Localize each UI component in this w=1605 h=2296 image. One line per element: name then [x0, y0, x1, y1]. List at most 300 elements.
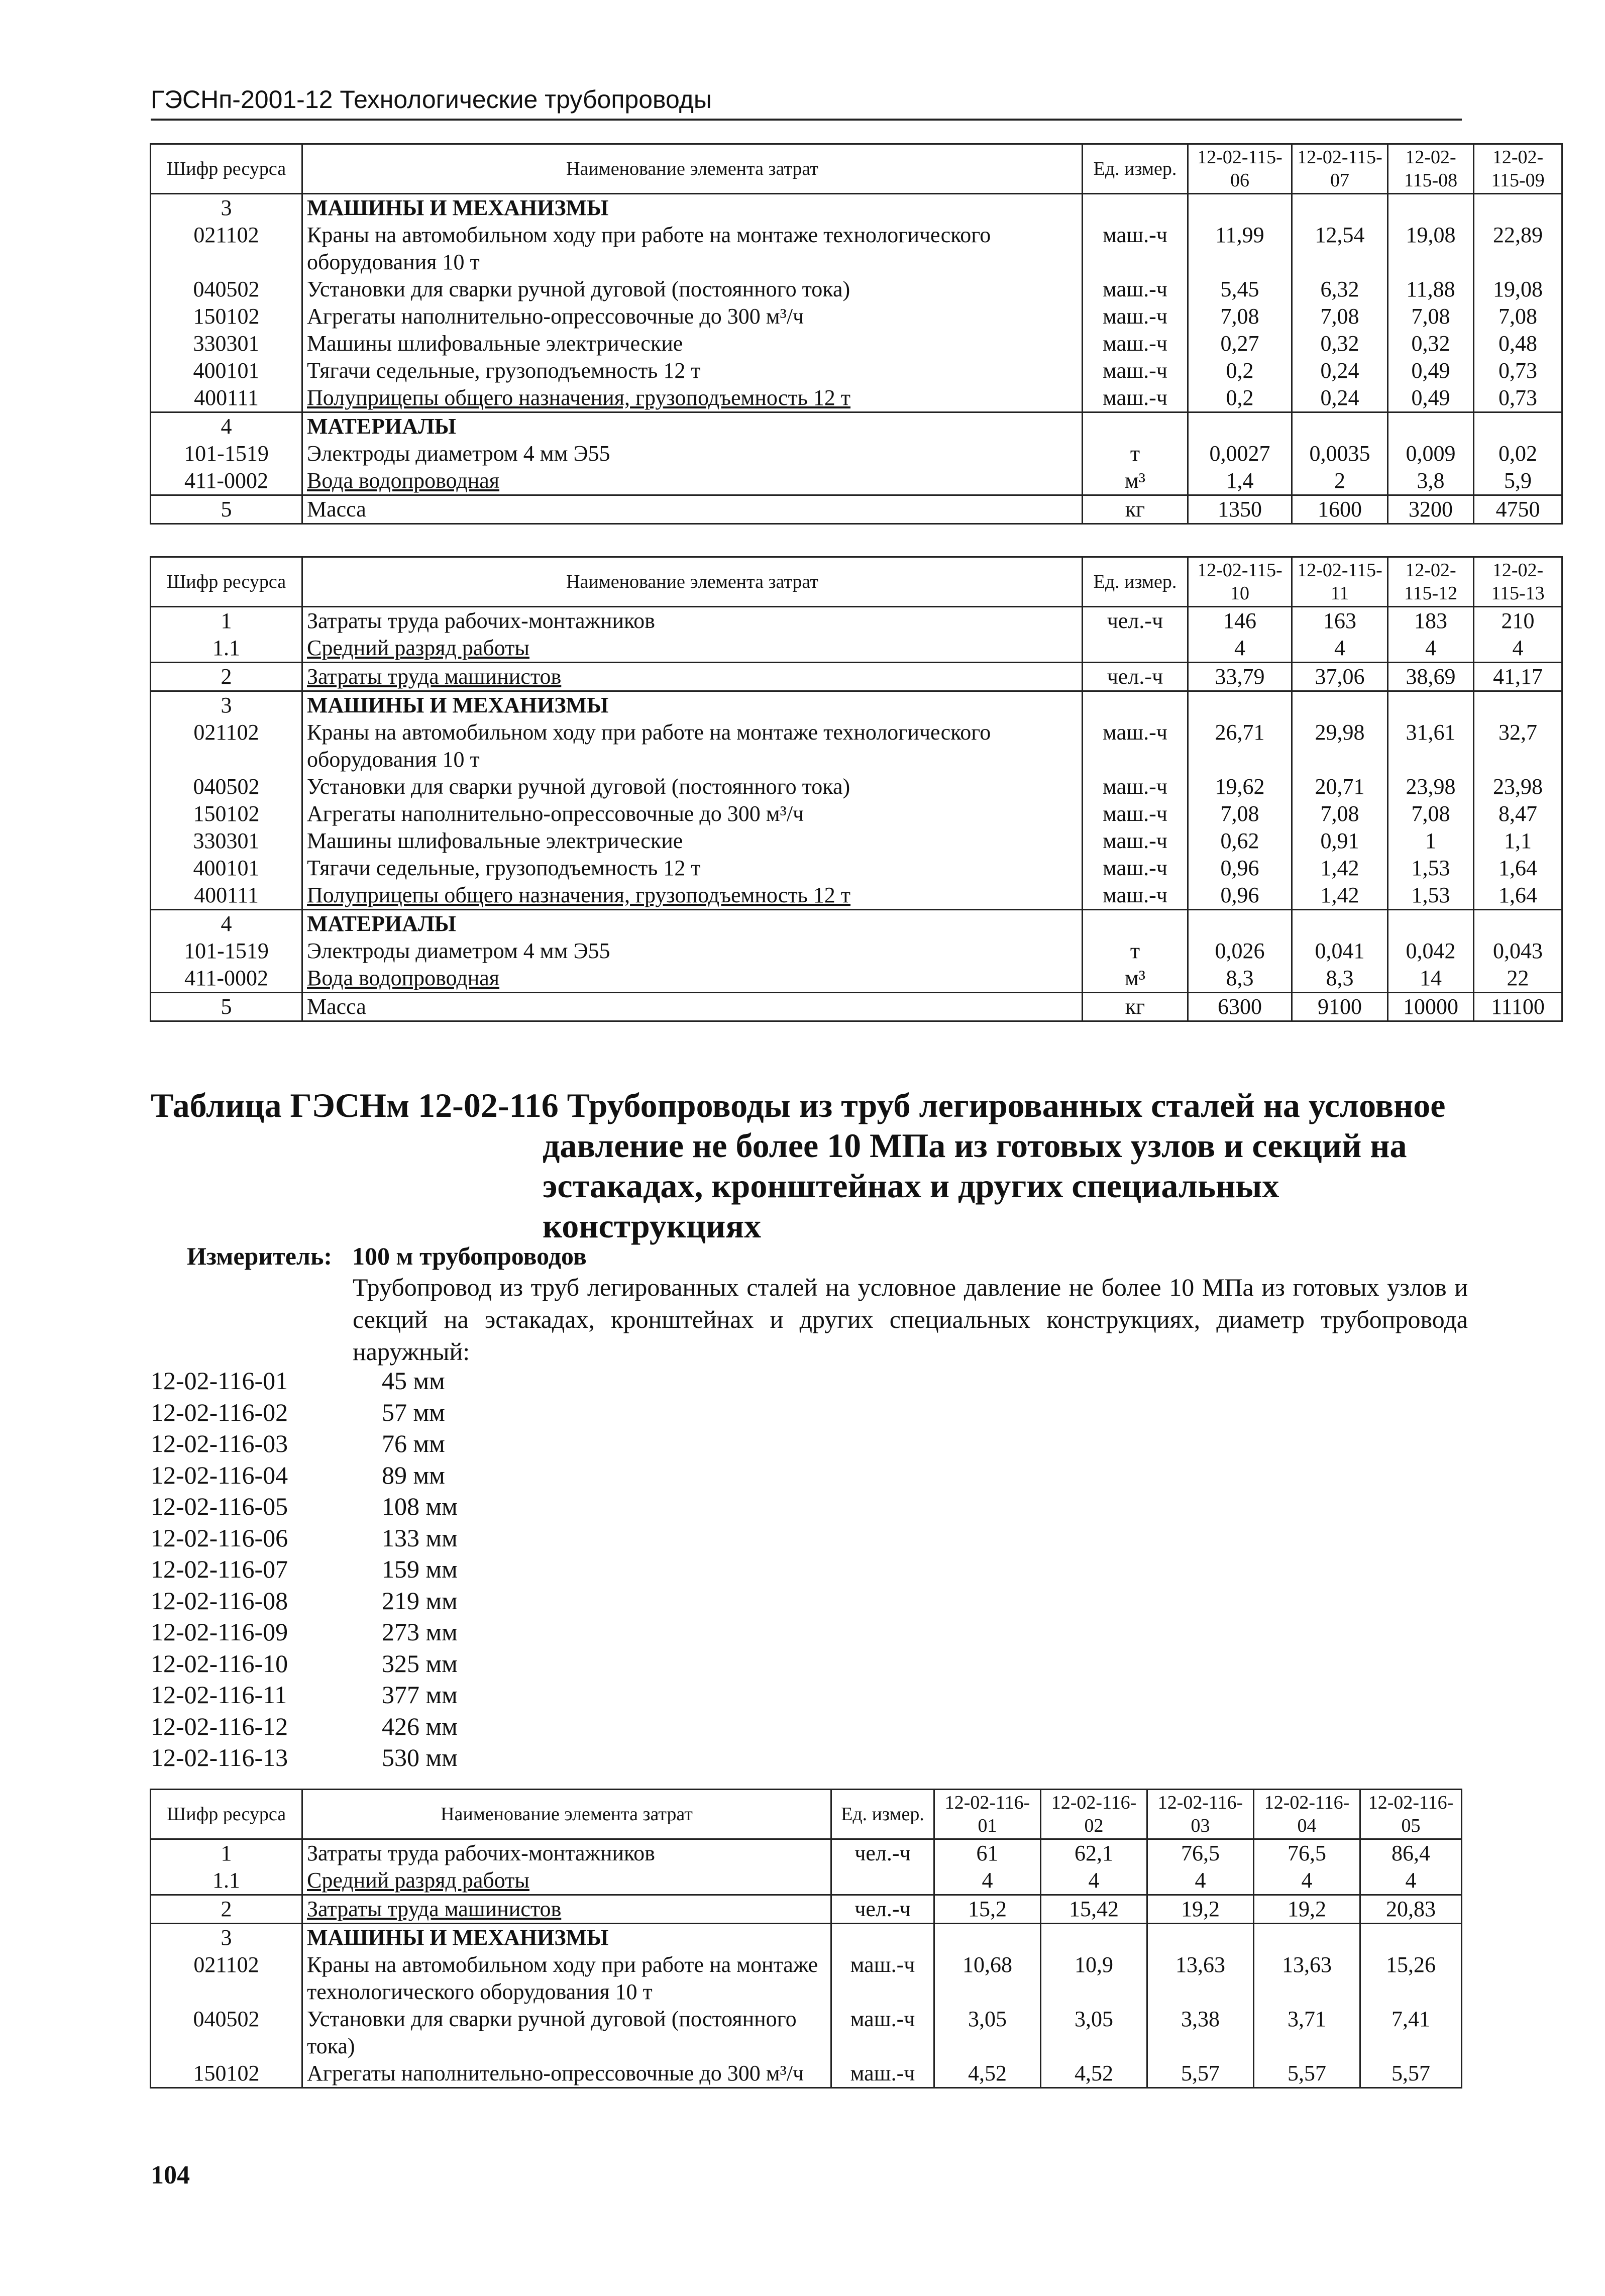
measure-unit-value: 100 м трубопроводов	[352, 1242, 587, 1270]
table-row	[151, 800, 1562, 827]
resource-code: 400111	[151, 882, 302, 910]
value-cell: 15,2	[934, 1895, 1041, 1924]
value-cell: 7,41	[1360, 2006, 1462, 2060]
column-header-norm: 12-02-116-04	[1254, 1790, 1360, 1839]
table-header-row	[151, 557, 1562, 607]
table-row	[151, 1867, 1462, 1895]
list-item	[151, 1585, 458, 1617]
unit-cell	[831, 1924, 934, 1952]
value-cell: 0,042	[1388, 937, 1474, 965]
norm-code: 12-02-116-09	[151, 1618, 288, 1646]
list-item	[151, 1616, 458, 1648]
list-item	[151, 1648, 458, 1680]
cost-element-name: Установки для сварки ручной дуговой (постоянного тока)	[302, 773, 1083, 800]
value-cell	[1388, 412, 1474, 441]
value-cell: 0,02	[1474, 440, 1562, 467]
list-item	[151, 1491, 458, 1522]
value-cell: 4	[1292, 635, 1388, 663]
work-description: Трубопровод из труб легированных сталей на условное давление не более 10 МПа из готовых узлов и секций на эстакадах, кронштейнах и других специальных конструкциях, диаметр трубопровода наружный:	[353, 1273, 1468, 1366]
resource-code: 040502	[151, 276, 302, 303]
list-item	[151, 1679, 458, 1711]
pipe-diameter: 219 мм	[382, 1586, 458, 1615]
resource-code: 4	[151, 910, 302, 938]
pipe-diameter: 325 мм	[382, 1649, 458, 1678]
value-cell	[1388, 691, 1474, 719]
value-cell: 20,71	[1292, 773, 1388, 800]
value-cell: 8,3	[1188, 965, 1292, 993]
value-cell: 4	[1388, 635, 1474, 663]
column-header-norm: 12-02-115-13	[1474, 557, 1562, 607]
cost-element-name: Краны на автомобильном ходу при работе на монтаже технологического оборудования 10 т	[302, 719, 1083, 773]
column-header-code: Шифр ресурса	[151, 557, 302, 607]
value-cell: 20,83	[1360, 1895, 1462, 1924]
unit-cell: маш.-ч	[831, 1951, 934, 2006]
value-cell: 15,42	[1041, 1895, 1147, 1924]
value-cell: 3,71	[1254, 2006, 1360, 2060]
value-cell	[1474, 910, 1562, 938]
value-cell: 1600	[1292, 495, 1388, 524]
norm-code: 12-02-116-12	[151, 1712, 288, 1740]
running-header: ГЭСНп-2001-12 Технологические трубопроводы	[151, 84, 1462, 121]
table-row	[151, 495, 1562, 524]
value-cell: 22	[1474, 965, 1562, 993]
value-cell: 5,45	[1188, 276, 1292, 303]
pipe-diameter: 57 мм	[382, 1398, 445, 1426]
value-cell: 7,08	[1388, 800, 1474, 827]
column-header-norm: 12-02-115-09	[1474, 144, 1562, 194]
column-header-norm: 12-02-115-06	[1188, 144, 1292, 194]
cost-element-name: МАШИНЫ И МЕХАНИЗМЫ	[302, 1924, 831, 1952]
value-cell: 0,2	[1188, 384, 1292, 412]
unit-cell: кг	[1083, 993, 1188, 1021]
cost-element-name: Тягачи седельные, грузоподъемность 12 т	[302, 855, 1083, 882]
value-cell: 33,79	[1188, 663, 1292, 691]
table-title	[151, 1085, 1462, 1246]
cost-element-name: Масса	[302, 993, 1083, 1021]
value-cell: 23,98	[1474, 773, 1562, 800]
unit-cell	[1083, 691, 1188, 719]
table-row	[151, 194, 1562, 222]
value-cell: 0,96	[1188, 882, 1292, 910]
unit-cell: маш.-ч	[1083, 827, 1188, 855]
value-cell	[1254, 1924, 1360, 1952]
cost-element-name: Машины шлифовальные электрические	[302, 827, 1083, 855]
cost-element-name: Краны на автомобильном ходу при работе на монтаже технологического оборудования 10 т	[302, 222, 1083, 276]
value-cell: 0,48	[1474, 330, 1562, 357]
value-cell: 6300	[1188, 993, 1292, 1021]
table-row	[151, 440, 1562, 467]
value-cell	[1292, 194, 1388, 222]
cost-element-name: Установки для сварки ручной дуговой (постоянного тока)	[302, 276, 1083, 303]
resource-code: 150102	[151, 303, 302, 330]
value-cell: 23,98	[1388, 773, 1474, 800]
unit-cell: маш.-ч	[831, 2060, 934, 2088]
value-cell: 3,8	[1388, 467, 1474, 495]
table-row	[151, 357, 1562, 384]
pipe-diameter: 76 мм	[382, 1429, 445, 1457]
value-cell: 163	[1292, 607, 1388, 635]
value-cell: 1,53	[1388, 855, 1474, 882]
cost-element-name: Затраты труда рабочих-монтажников	[302, 1839, 831, 1867]
pipe-diameter: 530 мм	[382, 1743, 458, 1771]
unit-cell: чел.-ч	[1083, 607, 1188, 635]
cost-element-name: МАШИНЫ И МЕХАНИЗМЫ	[302, 194, 1083, 222]
value-cell: 62,1	[1041, 1839, 1147, 1867]
list-item	[151, 1553, 458, 1585]
value-cell: 15,26	[1360, 1951, 1462, 2006]
value-cell: 0,009	[1388, 440, 1474, 467]
table-row	[151, 719, 1562, 773]
column-header-code: Шифр ресурса	[151, 1790, 302, 1839]
value-cell: 19,2	[1147, 1895, 1254, 1924]
norm-table-116-01-05	[150, 1789, 1462, 2089]
norm-code: 12-02-116-03	[151, 1429, 288, 1457]
table-row	[151, 2006, 1462, 2060]
resource-code: 2	[151, 1895, 302, 1924]
table-row	[151, 1895, 1462, 1924]
resource-code: 3	[151, 1924, 302, 1952]
resource-code: 021102	[151, 719, 302, 773]
value-cell	[934, 1924, 1041, 1952]
value-cell: 0,62	[1188, 827, 1292, 855]
table-header-row	[151, 1790, 1462, 1839]
value-cell: 10,68	[934, 1951, 1041, 2006]
table-row	[151, 937, 1562, 965]
value-cell: 7,08	[1292, 303, 1388, 330]
value-cell	[1388, 194, 1474, 222]
value-cell: 0,24	[1292, 384, 1388, 412]
unit-cell	[1083, 194, 1188, 222]
value-cell: 11,88	[1388, 276, 1474, 303]
column-header-norm: 12-02-115-08	[1388, 144, 1474, 194]
value-cell: 0,0027	[1188, 440, 1292, 467]
table-row	[151, 1924, 1462, 1952]
value-cell: 4	[934, 1867, 1041, 1895]
unit-cell: маш.-ч	[1083, 800, 1188, 827]
value-cell	[1292, 412, 1388, 441]
value-cell: 1,53	[1388, 882, 1474, 910]
unit-cell: т	[1083, 440, 1188, 467]
value-cell: 3,05	[934, 2006, 1041, 2060]
resource-code: 330301	[151, 330, 302, 357]
cost-element-name: МАШИНЫ И МЕХАНИЗМЫ	[302, 691, 1083, 719]
value-cell	[1360, 1924, 1462, 1952]
resource-code: 3	[151, 194, 302, 222]
unit-cell: маш.-ч	[1083, 882, 1188, 910]
value-cell: 1,64	[1474, 882, 1562, 910]
cost-element-name: Агрегаты наполнительно-опрессовочные до 300 м³/ч	[302, 2060, 831, 2088]
column-header-norm: 12-02-116-02	[1041, 1790, 1147, 1839]
value-cell: 76,5	[1254, 1839, 1360, 1867]
table-row	[151, 384, 1562, 412]
norm-code: 12-02-116-08	[151, 1586, 288, 1615]
table-title-line1: Таблица ГЭСНм 12-02-116 Трубопроводы из труб легированных сталей на условное	[151, 1086, 1446, 1124]
value-cell: 0,32	[1388, 330, 1474, 357]
resource-code: 040502	[151, 773, 302, 800]
cost-element-name: МАТЕРИАЛЫ	[302, 412, 1083, 441]
cost-element-name: Затраты труда машинистов	[302, 663, 1083, 691]
norm-code: 12-02-116-01	[151, 1367, 288, 1395]
table-row	[151, 330, 1562, 357]
value-cell: 8,47	[1474, 800, 1562, 827]
resource-code: 5	[151, 993, 302, 1021]
value-cell: 4	[1188, 635, 1292, 663]
resource-code: 040502	[151, 2006, 302, 2060]
value-cell: 4	[1254, 1867, 1360, 1895]
value-cell: 146	[1188, 607, 1292, 635]
value-cell: 9100	[1292, 993, 1388, 1021]
unit-cell	[1083, 635, 1188, 663]
resource-code: 411-0002	[151, 965, 302, 993]
unit-cell: чел.-ч	[831, 1895, 934, 1924]
value-cell: 5,57	[1360, 2060, 1462, 2088]
page-number: 104	[151, 2161, 190, 2189]
cost-element-name: Машины шлифовальные электрические	[302, 330, 1083, 357]
value-cell: 2	[1292, 467, 1388, 495]
table-row	[151, 1951, 1462, 2006]
value-cell: 0,24	[1292, 357, 1388, 384]
value-cell: 183	[1388, 607, 1474, 635]
norm-code: 12-02-116-02	[151, 1398, 288, 1426]
unit-cell	[831, 1867, 934, 1895]
value-cell	[1292, 910, 1388, 938]
value-cell: 11,99	[1188, 222, 1292, 276]
norm-code: 12-02-116-13	[151, 1743, 288, 1771]
value-cell: 0,026	[1188, 937, 1292, 965]
value-cell: 5,57	[1147, 2060, 1254, 2088]
resource-code: 2	[151, 663, 302, 691]
value-cell: 0,49	[1388, 384, 1474, 412]
unit-cell: т	[1083, 937, 1188, 965]
measure-unit-label: Измеритель:	[187, 1242, 333, 1270]
table-row	[151, 1839, 1462, 1867]
value-cell: 1350	[1188, 495, 1292, 524]
unit-cell: чел.-ч	[1083, 663, 1188, 691]
value-cell: 31,61	[1388, 719, 1474, 773]
column-header-norm: 12-02-115-12	[1388, 557, 1474, 607]
value-cell: 6,32	[1292, 276, 1388, 303]
value-cell: 0,32	[1292, 330, 1388, 357]
resource-code: 411-0002	[151, 467, 302, 495]
resource-code: 1.1	[151, 635, 302, 663]
value-cell: 0,73	[1474, 384, 1562, 412]
value-cell: 19,2	[1254, 1895, 1360, 1924]
resource-code: 1	[151, 1839, 302, 1867]
cost-element-name: Тягачи седельные, грузоподъемность 12 т	[302, 357, 1083, 384]
value-cell: 4	[1147, 1867, 1254, 1895]
pipe-diameter: 426 мм	[382, 1712, 458, 1740]
norm-code: 12-02-116-11	[151, 1681, 287, 1709]
cost-element-name: Вода водопроводная	[302, 467, 1083, 495]
pipe-diameter: 159 мм	[382, 1555, 458, 1583]
resource-code: 101-1519	[151, 937, 302, 965]
table-row	[151, 691, 1562, 719]
table-row	[151, 773, 1562, 800]
column-header-name: Наименование элемента затрат	[302, 144, 1083, 194]
resource-code: 150102	[151, 800, 302, 827]
value-cell: 10,9	[1041, 1951, 1147, 2006]
table-row	[151, 635, 1562, 663]
value-cell: 4	[1474, 635, 1562, 663]
value-cell	[1388, 910, 1474, 938]
value-cell: 1,1	[1474, 827, 1562, 855]
value-cell: 11100	[1474, 993, 1562, 1021]
cost-element-name: Средний разряд работы	[302, 635, 1083, 663]
value-cell: 0,0035	[1292, 440, 1388, 467]
value-cell: 1,4	[1188, 467, 1292, 495]
pipe-diameter: 89 мм	[382, 1460, 445, 1489]
value-cell	[1474, 412, 1562, 441]
cost-element-name: Затраты труда рабочих-монтажников	[302, 607, 1083, 635]
value-cell: 32,7	[1474, 719, 1562, 773]
value-cell: 14	[1388, 965, 1474, 993]
resource-code: 4	[151, 412, 302, 441]
value-cell: 76,5	[1147, 1839, 1254, 1867]
value-cell	[1041, 1924, 1147, 1952]
value-cell: 26,71	[1188, 719, 1292, 773]
cost-element-name: МАТЕРИАЛЫ	[302, 910, 1083, 938]
column-header-norm: 12-02-115-11	[1292, 557, 1388, 607]
value-cell: 7,08	[1188, 303, 1292, 330]
resource-code: 1.1	[151, 1867, 302, 1895]
value-cell: 22,89	[1474, 222, 1562, 276]
table-row	[151, 467, 1562, 495]
value-cell: 4750	[1474, 495, 1562, 524]
value-cell: 0,96	[1188, 855, 1292, 882]
value-cell: 5,9	[1474, 467, 1562, 495]
value-cell: 4	[1360, 1867, 1462, 1895]
cost-element-name: Полуприцепы общего назначения, грузоподъемность 12 т	[302, 882, 1083, 910]
resource-code: 101-1519	[151, 440, 302, 467]
unit-cell: маш.-ч	[1083, 719, 1188, 773]
value-cell: 10000	[1388, 993, 1474, 1021]
measure-unit	[187, 1241, 587, 1271]
column-header-norm: 12-02-115-10	[1188, 557, 1292, 607]
value-cell: 7,08	[1188, 800, 1292, 827]
table-row	[151, 827, 1562, 855]
pipe-diameter: 273 мм	[382, 1618, 458, 1646]
unit-cell: маш.-ч	[1083, 773, 1188, 800]
cost-element-name: Средний разряд работы	[302, 1867, 831, 1895]
column-header-norm: 12-02-116-03	[1147, 1790, 1254, 1839]
table-row	[151, 910, 1562, 938]
column-header-unit: Ед. измер.	[1083, 557, 1188, 607]
resource-code: 400111	[151, 384, 302, 412]
value-cell: 0,91	[1292, 827, 1388, 855]
value-cell: 0,041	[1292, 937, 1388, 965]
value-cell	[1474, 194, 1562, 222]
value-cell	[1188, 910, 1292, 938]
column-header-name: Наименование элемента затрат	[302, 557, 1083, 607]
list-item	[151, 1428, 458, 1459]
cost-element-name: Краны на автомобильном ходу при работе на монтаже технологического оборудования 10 т	[302, 1951, 831, 2006]
value-cell	[1188, 194, 1292, 222]
value-cell: 1	[1388, 827, 1474, 855]
list-item	[151, 1365, 458, 1397]
unit-cell: маш.-ч	[1083, 330, 1188, 357]
column-header-norm: 12-02-115-07	[1292, 144, 1388, 194]
unit-cell: маш.-ч	[1083, 855, 1188, 882]
unit-cell: маш.-ч	[1083, 357, 1188, 384]
column-header-unit: Ед. измер.	[1083, 144, 1188, 194]
table-row	[151, 855, 1562, 882]
value-cell: 86,4	[1360, 1839, 1462, 1867]
column-header-unit: Ед. измер.	[831, 1790, 934, 1839]
table-row	[151, 276, 1562, 303]
value-cell: 0,73	[1474, 357, 1562, 384]
resource-code: 021102	[151, 222, 302, 276]
value-cell	[1188, 691, 1292, 719]
unit-cell: маш.-ч	[1083, 276, 1188, 303]
value-cell: 3,38	[1147, 2006, 1254, 2060]
value-cell	[1292, 691, 1388, 719]
cost-element-name: Затраты труда машинистов	[302, 1895, 831, 1924]
value-cell: 3200	[1388, 495, 1474, 524]
value-cell: 1,42	[1292, 855, 1388, 882]
list-item	[151, 1522, 458, 1554]
column-header-norm: 12-02-116-01	[934, 1790, 1041, 1839]
resource-code: 150102	[151, 2060, 302, 2088]
column-header-code: Шифр ресурса	[151, 144, 302, 194]
list-item	[151, 1742, 458, 1773]
cost-element-name: Масса	[302, 495, 1083, 524]
cost-element-name: Полуприцепы общего назначения, грузоподъемность 12 т	[302, 384, 1083, 412]
table-row	[151, 303, 1562, 330]
table-row	[151, 607, 1562, 635]
cost-element-name: Агрегаты наполнительно-опрессовочные до 300 м³/ч	[302, 800, 1083, 827]
value-cell: 4,52	[934, 2060, 1041, 2088]
table-row	[151, 412, 1562, 441]
value-cell: 0,49	[1388, 357, 1474, 384]
value-cell: 1,64	[1474, 855, 1562, 882]
norm-code: 12-02-116-04	[151, 1460, 288, 1489]
cost-element-name: Установки для сварки ручной дуговой (постоянного тока)	[302, 2006, 831, 2060]
cost-element-name: Агрегаты наполнительно-опрессовочные до 300 м³/ч	[302, 303, 1083, 330]
value-cell: 1,42	[1292, 882, 1388, 910]
resource-code: 400101	[151, 855, 302, 882]
list-item	[151, 1459, 458, 1491]
unit-cell	[1083, 910, 1188, 938]
unit-cell: маш.-ч	[1083, 384, 1188, 412]
value-cell: 29,98	[1292, 719, 1388, 773]
cost-element-name: Электроды диаметром 4 мм Э55	[302, 937, 1083, 965]
resource-code: 3	[151, 691, 302, 719]
value-cell: 61	[934, 1839, 1041, 1867]
table-row	[151, 222, 1562, 276]
norm-code: 12-02-116-06	[151, 1523, 288, 1552]
unit-cell: кг	[1083, 495, 1188, 524]
value-cell: 0,27	[1188, 330, 1292, 357]
resource-code: 021102	[151, 1951, 302, 2006]
unit-cell: м³	[1083, 467, 1188, 495]
value-cell: 210	[1474, 607, 1562, 635]
unit-cell	[1083, 412, 1188, 441]
norm-code: 12-02-116-07	[151, 1555, 288, 1583]
value-cell	[1188, 412, 1292, 441]
table-row	[151, 2060, 1462, 2088]
table-header-row	[151, 144, 1562, 194]
column-header-norm: 12-02-116-05	[1360, 1790, 1462, 1839]
diameter-list	[151, 1365, 458, 1773]
unit-cell: маш.-ч	[831, 2006, 934, 2060]
column-header-name: Наименование элемента затрат	[302, 1790, 831, 1839]
unit-cell: маш.-ч	[1083, 303, 1188, 330]
table-row	[151, 663, 1562, 691]
pipe-diameter: 377 мм	[382, 1681, 458, 1709]
value-cell: 4	[1041, 1867, 1147, 1895]
table-row	[151, 965, 1562, 993]
resource-code: 1	[151, 607, 302, 635]
